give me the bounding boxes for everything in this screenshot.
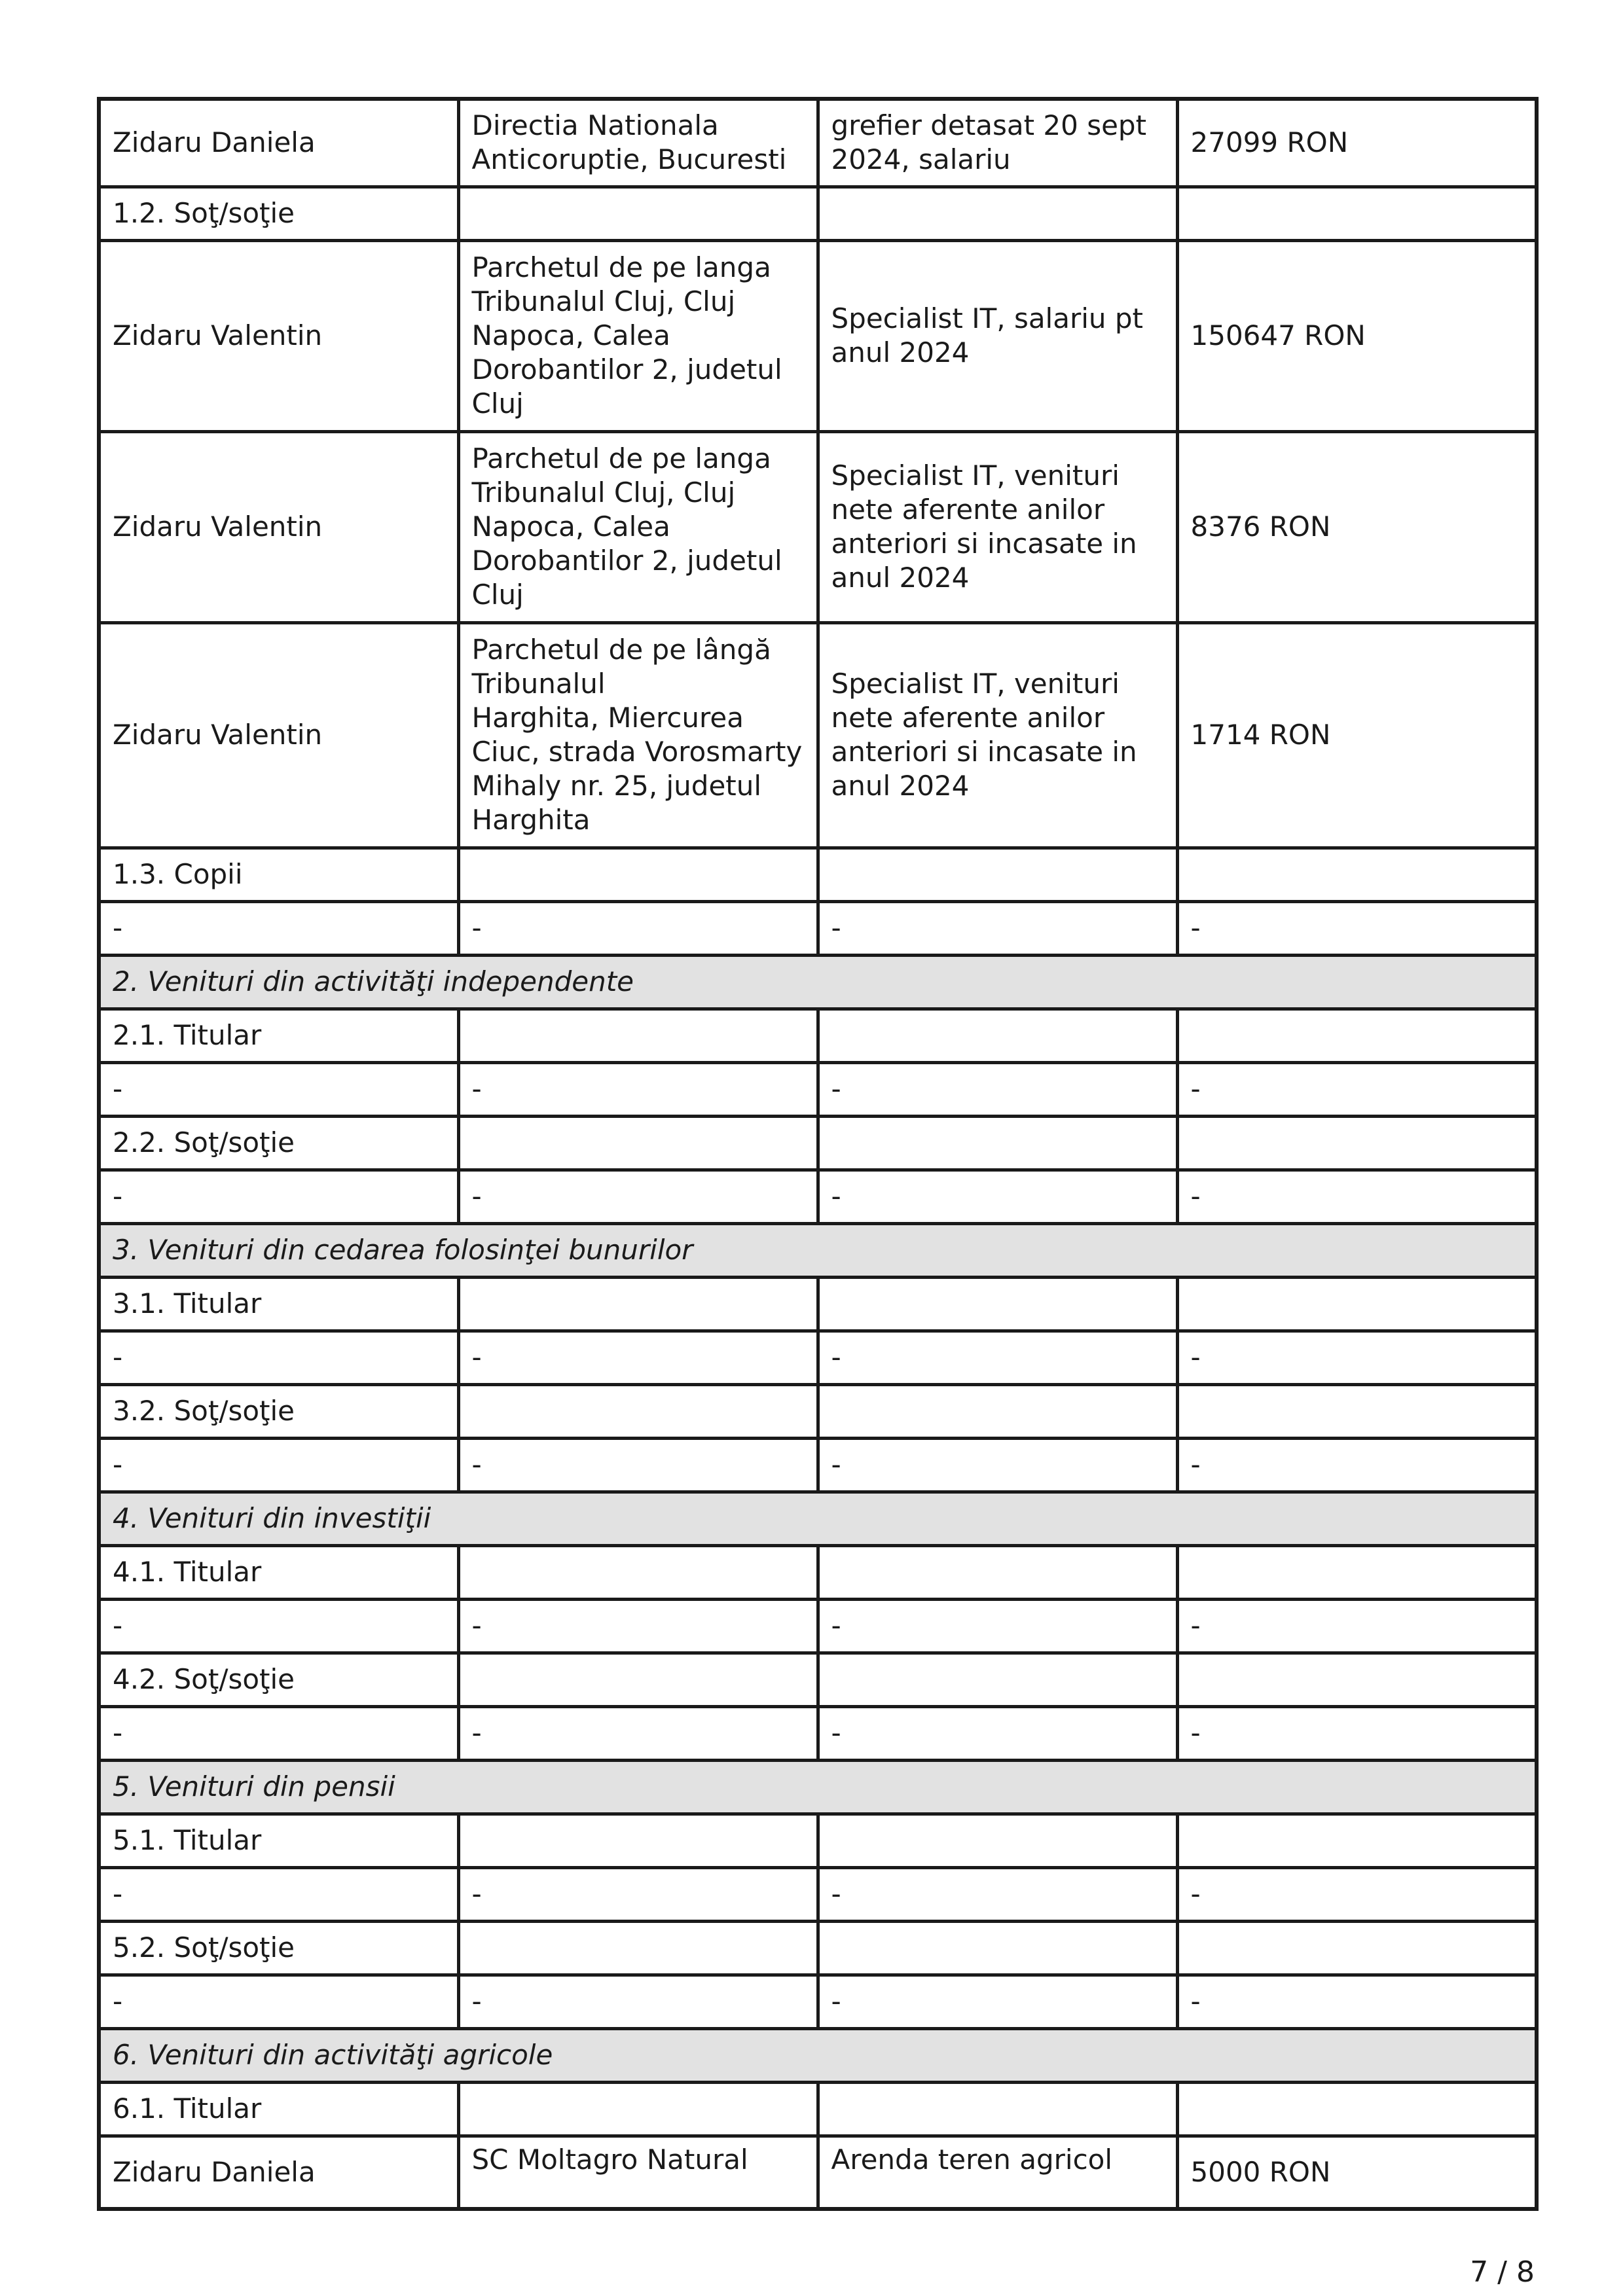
- table-cell: [1177, 1384, 1537, 1438]
- table-cell: [1177, 1277, 1537, 1331]
- table-cell: [1177, 1653, 1537, 1706]
- table-cell: -: [458, 1170, 818, 1223]
- table-cell: -: [1177, 1867, 1537, 1921]
- table-row: [99, 1867, 1537, 1921]
- table-cell: -: [99, 1867, 458, 1921]
- table-cell: [458, 1116, 818, 1170]
- table-cell: -: [1177, 1706, 1537, 1760]
- table-cell: -: [818, 1331, 1177, 1384]
- table-cell: Parchetul de pe langa Tribunalul Cluj, Cluj Napoca, Calea Dorobantilor 2, judetul Cluj: [458, 240, 818, 431]
- table-cell: -: [818, 1170, 1177, 1223]
- table-cell: Zidaru Daniela: [99, 99, 458, 187]
- table-cell: [818, 1814, 1177, 1867]
- table-row: [99, 1438, 1537, 1492]
- table-cell: 5.1. Titular: [99, 1814, 458, 1867]
- section-title: 6. Venituri din activităţi agricole: [99, 2028, 1537, 2082]
- table-row: [99, 1170, 1537, 1223]
- table-cell: 1.2. Soţ/soţie: [99, 187, 458, 240]
- table-cell: -: [1177, 1438, 1537, 1492]
- section-header-row: [99, 1760, 1537, 1814]
- table-cell: Specialist IT, salariu pt anul 2024: [818, 240, 1177, 431]
- section-header-row: [99, 1492, 1537, 1545]
- table-row: [99, 1277, 1537, 1331]
- table-cell: -: [1177, 1975, 1537, 2028]
- table-cell: -: [458, 901, 818, 955]
- table-cell: -: [818, 1975, 1177, 2028]
- table-cell: -: [458, 1331, 818, 1384]
- table-cell: [458, 1384, 818, 1438]
- section-header-row: [99, 955, 1537, 1009]
- table-cell: [458, 187, 818, 240]
- table-row: [99, 848, 1537, 901]
- table-cell: [818, 848, 1177, 901]
- table-cell: -: [99, 901, 458, 955]
- table-cell: 5.2. Soţ/soţie: [99, 1921, 458, 1975]
- table-cell: -: [458, 1975, 818, 2028]
- table-cell: Parchetul de pe langa Tribunalul Cluj, Cluj Napoca, Calea Dorobantilor 2, judetul Cluj: [458, 431, 818, 622]
- table-cell: -: [99, 1975, 458, 2028]
- table-row: [99, 1545, 1537, 1599]
- table-body: [99, 99, 1537, 2209]
- section-title: 5. Venituri din pensii: [99, 1760, 1537, 1814]
- table-cell: Zidaru Valentin: [99, 622, 458, 848]
- table-row: [99, 1653, 1537, 1706]
- table-cell: -: [1177, 1599, 1537, 1653]
- table-cell: -: [1177, 901, 1537, 955]
- table-cell: [818, 1009, 1177, 1062]
- table-cell: -: [818, 1867, 1177, 1921]
- table-cell: -: [1177, 1062, 1537, 1116]
- table-cell: -: [99, 1331, 458, 1384]
- income-declaration-table: [97, 97, 1539, 2211]
- table-cell: -: [458, 1438, 818, 1492]
- table-cell: Specialist IT, venituri nete aferente anilor anteriori si incasate in anul 2024: [818, 431, 1177, 622]
- table-cell: [1177, 1814, 1537, 1867]
- table-cell: 6.1. Titular: [99, 2082, 458, 2136]
- table-cell: 1.3. Copii: [99, 848, 458, 901]
- table-cell: [818, 187, 1177, 240]
- page-number: 7 / 8: [1470, 2255, 1535, 2289]
- table-cell: [1177, 2082, 1537, 2136]
- table-row: [99, 1814, 1537, 1867]
- table-row: [99, 1384, 1537, 1438]
- section-header-row: [99, 2028, 1537, 2082]
- table-cell: Arenda teren agricol: [818, 2136, 1177, 2209]
- section-title: 2. Venituri din activităţi independente: [99, 955, 1537, 1009]
- table-cell: 3.2. Soţ/soţie: [99, 1384, 458, 1438]
- table-cell: -: [458, 1706, 818, 1760]
- table-cell: grefier detasat 20 sept 2024, salariu: [818, 99, 1177, 187]
- table-cell: [818, 1921, 1177, 1975]
- table-cell: 1714 RON: [1177, 622, 1537, 848]
- table-cell: Parchetul de pe lângă Tribunalul Harghita, Miercurea Ciuc, strada Vorosmarty Mihaly nr. 25, judetul Harghita: [458, 622, 818, 848]
- table-row: [99, 1331, 1537, 1384]
- table-cell: [1177, 1545, 1537, 1599]
- table-cell: [458, 2082, 818, 2136]
- table-cell: -: [99, 1170, 458, 1223]
- table-cell: [458, 1653, 818, 1706]
- table-row: [99, 1706, 1537, 1760]
- table-cell: [458, 1009, 818, 1062]
- section-title: 3. Venituri din cedarea folosinţei bunurilor: [99, 1223, 1537, 1277]
- table-row: [99, 2136, 1537, 2209]
- section-title: 4. Venituri din investiţii: [99, 1492, 1537, 1545]
- table-row: [99, 99, 1537, 187]
- table-cell: [1177, 848, 1537, 901]
- table-cell: [818, 1116, 1177, 1170]
- table-cell: [818, 2082, 1177, 2136]
- table-row: [99, 187, 1537, 240]
- table-cell: 8376 RON: [1177, 431, 1537, 622]
- table-row: [99, 1599, 1537, 1653]
- table-cell: -: [99, 1062, 458, 1116]
- table-cell: -: [458, 1867, 818, 1921]
- table-cell: Zidaru Valentin: [99, 240, 458, 431]
- table-cell: [458, 848, 818, 901]
- table-cell: 2.1. Titular: [99, 1009, 458, 1062]
- table-cell: SC Moltagro Natural: [458, 2136, 818, 2209]
- table-cell: [818, 1545, 1177, 1599]
- table-cell: -: [99, 1438, 458, 1492]
- table-cell: -: [818, 1706, 1177, 1760]
- table-cell: [818, 1384, 1177, 1438]
- table-row: [99, 240, 1537, 431]
- table-row: [99, 622, 1537, 848]
- table-cell: 27099 RON: [1177, 99, 1537, 187]
- table-cell: [1177, 1009, 1537, 1062]
- table-cell: [818, 1653, 1177, 1706]
- table-row: [99, 1921, 1537, 1975]
- table-row: [99, 1975, 1537, 2028]
- table-row: [99, 901, 1537, 955]
- table-cell: [458, 1814, 818, 1867]
- table-cell: -: [458, 1062, 818, 1116]
- table-cell: -: [818, 1438, 1177, 1492]
- table-cell: 150647 RON: [1177, 240, 1537, 431]
- table-cell: 3.1. Titular: [99, 1277, 458, 1331]
- table-cell: [458, 1277, 818, 1331]
- table-cell: -: [99, 1706, 458, 1760]
- table-cell: Directia Nationala Anticoruptie, Bucuresti: [458, 99, 818, 187]
- table-cell: [458, 1921, 818, 1975]
- table-cell: Zidaru Valentin: [99, 431, 458, 622]
- table-cell: -: [818, 1062, 1177, 1116]
- table-cell: 4.1. Titular: [99, 1545, 458, 1599]
- table-cell: Zidaru Daniela: [99, 2136, 458, 2209]
- table-cell: -: [818, 901, 1177, 955]
- table-cell: -: [99, 1599, 458, 1653]
- table-cell: 4.2. Soţ/soţie: [99, 1653, 458, 1706]
- table-row: [99, 1116, 1537, 1170]
- table-cell: -: [818, 1599, 1177, 1653]
- table-cell: -: [1177, 1331, 1537, 1384]
- table-cell: [818, 1277, 1177, 1331]
- table-cell: [1177, 1116, 1537, 1170]
- table-cell: [458, 1545, 818, 1599]
- table-cell: -: [1177, 1170, 1537, 1223]
- table-cell: 5000 RON: [1177, 2136, 1537, 2209]
- table-row: [99, 1009, 1537, 1062]
- section-header-row: [99, 1223, 1537, 1277]
- table-cell: [1177, 1921, 1537, 1975]
- table-cell: -: [458, 1599, 818, 1653]
- table-row: [99, 2082, 1537, 2136]
- table-row: [99, 1062, 1537, 1116]
- table-cell: 2.2. Soţ/soţie: [99, 1116, 458, 1170]
- table-cell: [1177, 187, 1537, 240]
- table-row: [99, 431, 1537, 622]
- table-cell: Specialist IT, venituri nete aferente anilor anteriori si incasate in anul 2024: [818, 622, 1177, 848]
